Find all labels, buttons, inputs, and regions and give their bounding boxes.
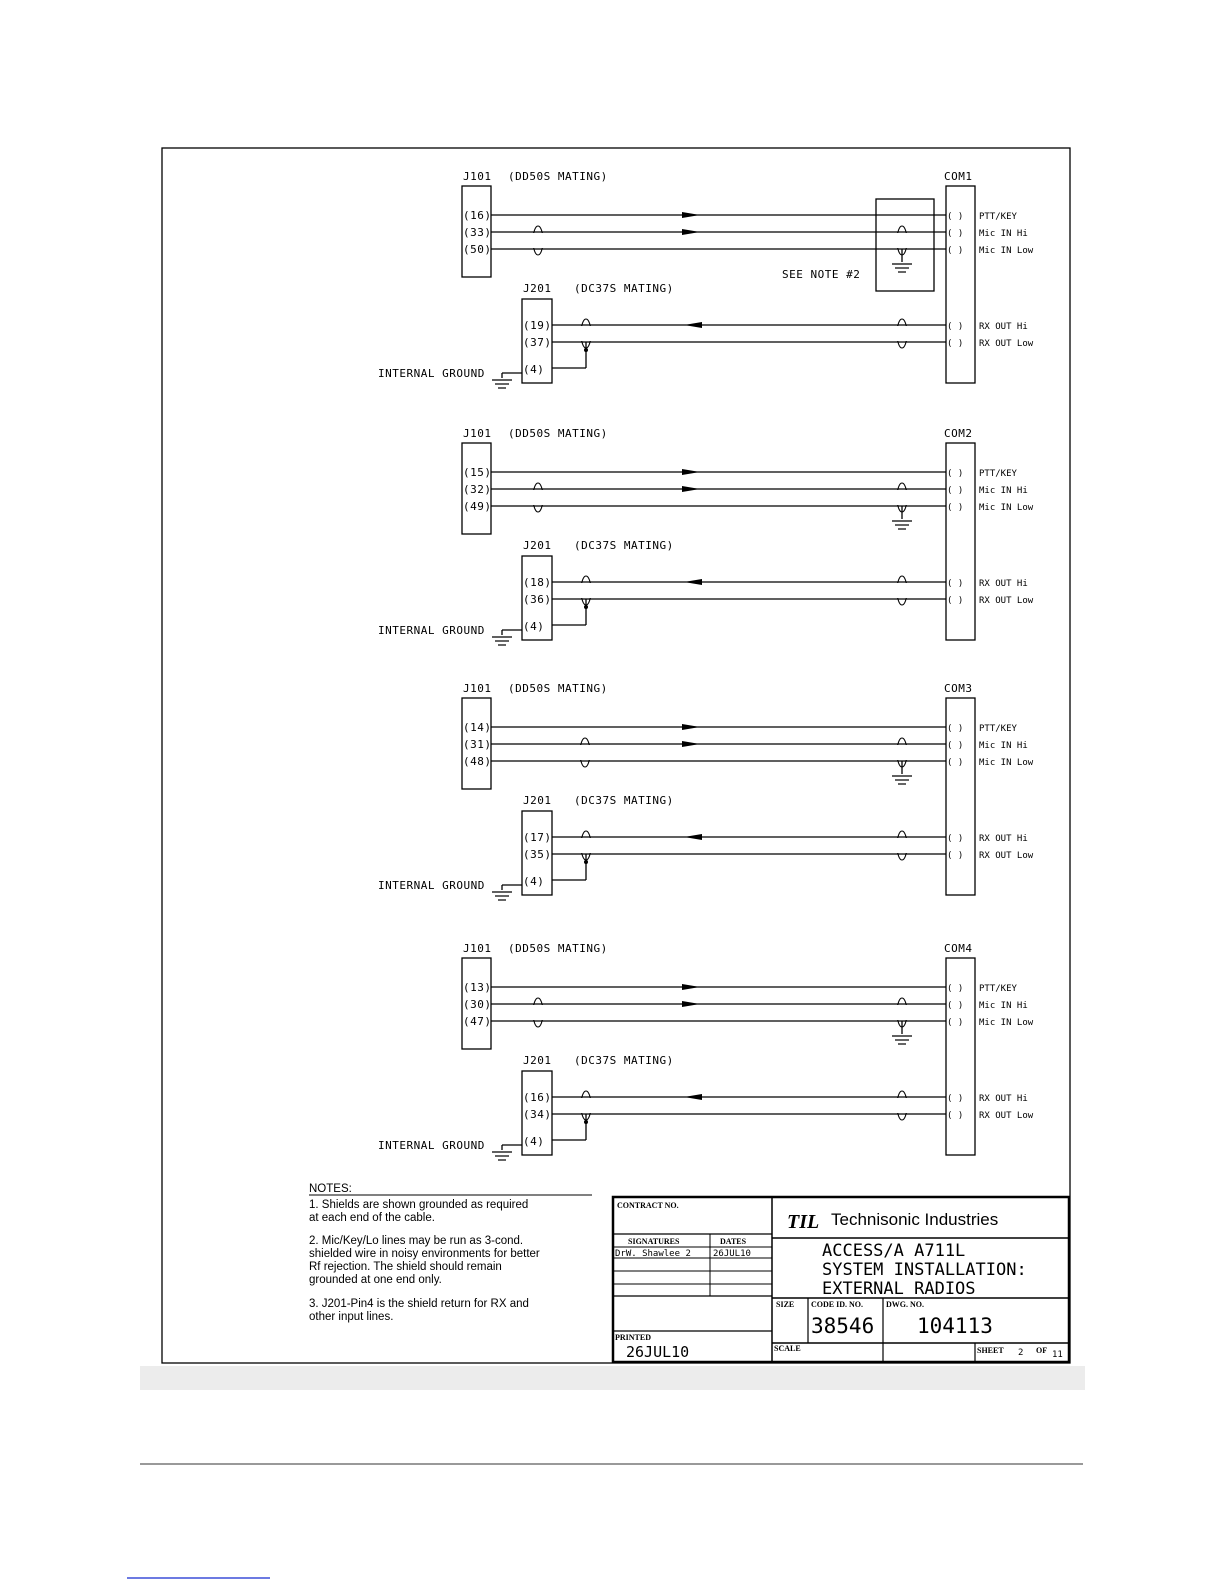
signal-label: Mic IN Low — [979, 758, 1034, 768]
com-pin: ( ) — [947, 1018, 964, 1028]
com-pin: ( ) — [947, 724, 964, 734]
signal-arrow-right — [682, 1001, 700, 1007]
j201-pin: (34) — [523, 1108, 552, 1121]
internal-ground-label: INTERNAL GROUND — [378, 1139, 485, 1152]
shield-gap — [896, 490, 908, 505]
j101-pin: (30) — [463, 998, 492, 1011]
j101-mating-label: (DD50S MATING) — [508, 427, 608, 440]
com-pin: ( ) — [947, 212, 964, 222]
j201-pin: (16) — [523, 1091, 552, 1104]
com-pin: ( ) — [947, 758, 964, 768]
j101-mating-label: (DD50S MATING) — [508, 170, 608, 183]
signal-label: PTT/KEY — [979, 984, 1017, 994]
com-pin: ( ) — [947, 1111, 964, 1121]
signal-label: RX OUT Hi — [979, 834, 1028, 844]
sheet-total: 11 — [1052, 1350, 1063, 1360]
internal-ground-label: INTERNAL GROUND — [378, 624, 485, 637]
ground-symbol — [492, 1152, 512, 1160]
notes-block — [309, 1183, 592, 1323]
dwg-value: 104113 — [917, 1314, 993, 1338]
shield-gap — [580, 583, 592, 598]
sign-date: 26JUL10 — [713, 1249, 751, 1259]
title-block-text — [615, 1201, 1063, 1361]
internal-ground-label: INTERNAL GROUND — [378, 367, 485, 380]
j201-label: J201 — [523, 282, 552, 295]
signal-arrow-right — [682, 229, 700, 235]
signal-arrow-right — [682, 486, 700, 492]
company-logo: TIL — [787, 1211, 820, 1233]
ground-symbol — [892, 264, 912, 272]
j201-pin: (4) — [523, 1135, 545, 1148]
signal-arrow-left — [684, 834, 702, 840]
j101-label: J101 — [463, 170, 492, 183]
j201-pin: (19) — [523, 319, 552, 332]
wiring-section-com1 — [378, 170, 1034, 388]
j101-pin: (31) — [463, 738, 492, 751]
j101-pin: (13) — [463, 981, 492, 994]
note-line: Rf rejection. The shield should remain — [309, 1261, 502, 1273]
signal-arrow-left — [684, 322, 702, 328]
signal-label: RX OUT Low — [979, 851, 1034, 861]
j101-label: J101 — [463, 682, 492, 695]
j201-mating-label: (DC37S MATING) — [574, 539, 674, 552]
j201-pin: (4) — [523, 620, 545, 633]
com-pin: ( ) — [947, 486, 964, 496]
j201-pin: (35) — [523, 848, 552, 861]
j101-mating-label: (DD50S MATING) — [508, 682, 608, 695]
signal-arrow-right — [682, 724, 700, 730]
com-pin: ( ) — [947, 1094, 964, 1104]
j201-label: J201 — [523, 539, 552, 552]
ground-symbol — [892, 1036, 912, 1044]
wiring-section-com2 — [378, 427, 1034, 645]
j101-pin: (50) — [463, 243, 492, 256]
j201-mating-label: (DC37S MATING) — [574, 282, 674, 295]
com-label: COM1 — [944, 170, 973, 183]
company-name: Technisonic Industries — [831, 1210, 999, 1229]
printed-label: PRINTED — [615, 1333, 652, 1342]
signal-label: RX OUT Hi — [979, 1094, 1028, 1104]
signal-label: Mic IN Low — [979, 503, 1034, 513]
signal-arrow-right — [682, 469, 700, 475]
j201-label: J201 — [523, 794, 552, 807]
code-value: 38546 — [811, 1314, 875, 1338]
com-label: COM3 — [944, 682, 973, 695]
com-pin: ( ) — [947, 339, 964, 349]
sheet-label: SHEET — [977, 1346, 1004, 1355]
signal-arrow-right — [682, 984, 700, 990]
internal-ground-label: INTERNAL GROUND — [378, 879, 485, 892]
note-line: 3. J201-Pin4 is the shield return for RX and — [309, 1298, 529, 1310]
of-label: OF — [1036, 1346, 1048, 1355]
shield-gap — [896, 1005, 908, 1020]
drawing-border — [162, 148, 1070, 1363]
ground-symbol — [892, 776, 912, 784]
j101-pin: (48) — [463, 755, 492, 768]
signal-label: Mic IN Hi — [979, 741, 1028, 751]
sheet-number: 2 — [1018, 1348, 1024, 1358]
junction-dot — [584, 1120, 588, 1124]
ground-symbol — [492, 380, 512, 388]
j101-pin: (32) — [463, 483, 492, 496]
note-line: other input lines. — [309, 1311, 394, 1323]
j101-pin: (49) — [463, 500, 492, 513]
shield-gap — [896, 233, 908, 248]
shield-gap — [896, 745, 908, 760]
junction-dot — [584, 605, 588, 609]
shield-gap — [580, 838, 592, 853]
j201-mating-label: (DC37S MATING) — [574, 1054, 674, 1067]
ground-symbol — [492, 892, 512, 900]
printed-date: 26JUL10 — [626, 1343, 690, 1361]
com-pin: ( ) — [947, 851, 964, 861]
signal-label: Mic IN Hi — [979, 229, 1028, 239]
notes-title: NOTES: — [309, 1183, 352, 1195]
j101-label: J101 — [463, 427, 492, 440]
com-pin: ( ) — [947, 322, 964, 332]
shield-gap — [896, 1098, 908, 1113]
size-label: SIZE — [776, 1300, 795, 1309]
shield-gap — [896, 838, 908, 853]
note-line: shielded wire in noisy environments for better — [309, 1248, 540, 1260]
signal-label: PTT/KEY — [979, 469, 1017, 479]
shield-gap — [896, 583, 908, 598]
wiring-section-com4 — [378, 942, 1034, 1160]
signer-name: DrW. Shawlee 2 — [615, 1249, 691, 1259]
com-pin: ( ) — [947, 503, 964, 513]
signal-label: RX OUT Hi — [979, 579, 1028, 589]
j201-pin: (37) — [523, 336, 552, 349]
code-label: CODE ID. NO. — [811, 1300, 864, 1309]
signal-label: RX OUT Hi — [979, 322, 1028, 332]
com-pin: ( ) — [947, 834, 964, 844]
dates-label: DATES — [720, 1237, 747, 1246]
com-label: COM4 — [944, 942, 973, 955]
shield-gap — [532, 490, 544, 505]
j201-pin: (18) — [523, 576, 552, 589]
signal-label: Mic IN Hi — [979, 1001, 1028, 1011]
contract-label: CONTRACT NO. — [617, 1201, 679, 1210]
junction-dot — [584, 348, 588, 352]
com-pin: ( ) — [947, 229, 964, 239]
signal-label: PTT/KEY — [979, 724, 1017, 734]
drawing-title-line: EXTERNAL RADIOS — [822, 1279, 976, 1299]
j201-label: J201 — [523, 1054, 552, 1067]
com-pin: ( ) — [947, 1001, 964, 1011]
drawing-title-line: ACCESS/A A711L — [822, 1241, 966, 1261]
shield-gap — [580, 326, 592, 341]
signal-label: Mic IN Low — [979, 246, 1034, 256]
signal-label: Mic IN Low — [979, 1018, 1034, 1028]
signal-arrow-left — [684, 1094, 702, 1100]
j201-pin: (36) — [523, 593, 552, 606]
footer-band — [140, 1366, 1085, 1390]
shield-gap — [532, 233, 544, 248]
j101-pin: (33) — [463, 226, 492, 239]
shield-gap — [532, 1005, 544, 1020]
j101-pin: (15) — [463, 466, 492, 479]
scale-label: SCALE — [774, 1344, 801, 1353]
j201-pin: (17) — [523, 831, 552, 844]
com-pin: ( ) — [947, 596, 964, 606]
com-pin: ( ) — [947, 579, 964, 589]
j101-pin: (16) — [463, 209, 492, 222]
j101-mating-label: (DD50S MATING) — [508, 942, 608, 955]
j101-label: J101 — [463, 942, 492, 955]
signal-label: Mic IN Hi — [979, 486, 1028, 496]
ground-symbol — [892, 521, 912, 529]
shield-gap — [896, 326, 908, 341]
signal-label: RX OUT Low — [979, 339, 1034, 349]
j201-pin: (4) — [523, 875, 545, 888]
shield-gap — [580, 1098, 592, 1113]
shield-gap — [579, 745, 591, 760]
com-label: COM2 — [944, 427, 973, 440]
signal-arrow-right — [682, 741, 700, 747]
dwg-label: DWG. NO. — [886, 1300, 924, 1309]
junction-dot — [584, 860, 588, 864]
signal-label: RX OUT Low — [979, 596, 1034, 606]
note-line: 2. Mic/Key/Lo lines may be run as 3-cond. — [309, 1235, 524, 1247]
j101-pin: (14) — [463, 721, 492, 734]
drawing-title-line: SYSTEM INSTALLATION: — [822, 1260, 1027, 1280]
signal-arrow-left — [684, 579, 702, 585]
ground-symbol — [492, 637, 512, 645]
signatures-label: SIGNATURES — [628, 1237, 680, 1246]
com-pin: ( ) — [947, 741, 964, 751]
see-note-label: SEE NOTE #2 — [782, 268, 861, 281]
note-line: grounded at one end only. — [309, 1274, 442, 1286]
wiring-sections — [378, 170, 1034, 1160]
signal-label: RX OUT Low — [979, 1111, 1034, 1121]
signal-arrow-right — [682, 212, 700, 218]
note-line: 1. Shields are shown grounded as required — [309, 1199, 529, 1211]
j201-pin: (4) — [523, 363, 545, 376]
signal-label: PTT/KEY — [979, 212, 1017, 222]
com-pin: ( ) — [947, 469, 964, 479]
j101-pin: (47) — [463, 1015, 492, 1028]
j201-mating-label: (DC37S MATING) — [574, 794, 674, 807]
wiring-section-com3 — [378, 682, 1034, 900]
com-pin: ( ) — [947, 246, 964, 256]
com-pin: ( ) — [947, 984, 964, 994]
note-line: at each end of the cable. — [309, 1212, 435, 1224]
